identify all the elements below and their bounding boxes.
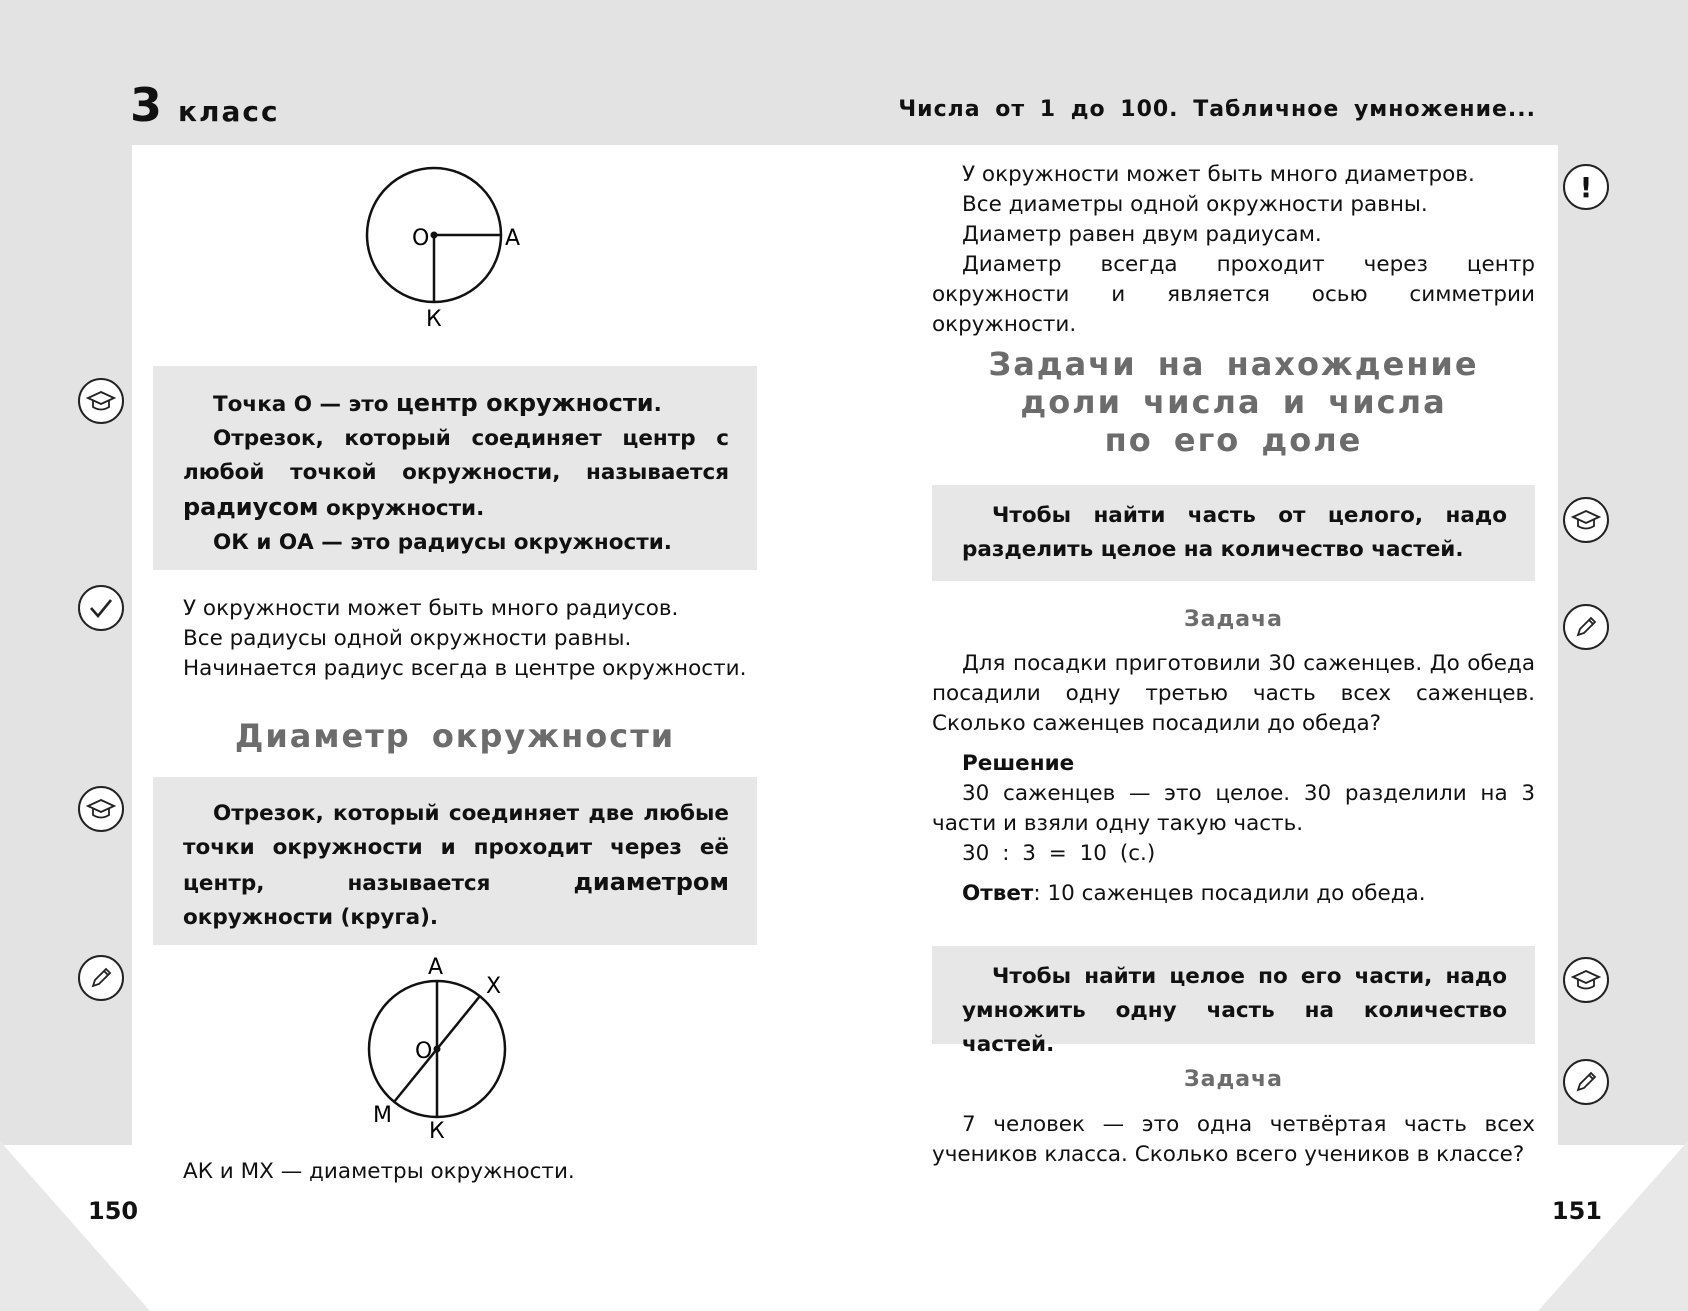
part-of-whole-rule: Чтобы найти часть от целого, надо разделить целое на количество частей.	[962, 503, 1507, 562]
center-dot	[431, 232, 438, 239]
diameter-heading: Диаметр окружности	[234, 717, 676, 755]
diameter-note-line: Диаметр всегда проходит через центр окружности и является осью симметрии окружности.	[932, 252, 1535, 337]
page-number-left: 150	[88, 1197, 139, 1225]
exclamation-icon	[1563, 164, 1609, 210]
heading-line: по его доле	[1104, 421, 1363, 459]
running-title: Числа от 1 до 100. Табличное умножение...	[898, 97, 1536, 122]
part-of-whole-rule-box	[932, 485, 1535, 581]
task2-text: 7 человек — это одна четвёртая часть всех учеников класса. Сколько всего учеников в классе?	[932, 1112, 1535, 1167]
graduation-cap-icon	[1563, 497, 1609, 543]
grade-number: 3	[130, 78, 163, 132]
label-a: А	[428, 955, 444, 980]
label-m: М	[373, 1103, 392, 1128]
diameter-note-line: Диаметр равен двум радиусам.	[962, 222, 1322, 247]
radius-circle-figure	[352, 155, 522, 340]
pencil-icon	[1563, 604, 1609, 650]
whole-from-part-rule-box	[932, 946, 1535, 1057]
exclamation-glyph: !	[1579, 170, 1593, 204]
graduation-cap-icon	[1563, 957, 1609, 1003]
graduation-cap-icon	[78, 378, 124, 424]
task1-text: Для посадки приготовили 30 саженцев. До обеда посадили одну третью часть всех саженцев. Сколько саженцев посадили до обеда?	[932, 651, 1535, 736]
radius-definition: Отрезок, который соединяет центр с любой точкой окружности, называется радиусом окружности.	[183, 426, 729, 521]
diameter-note-line: Все диаметры одной окружности равны.	[962, 192, 1428, 217]
pencil-icon	[1563, 1059, 1609, 1105]
left-corner-shade	[0, 1141, 150, 1311]
task1-answer: Ответ: 10 саженцев посадили до обеда.	[962, 881, 1426, 906]
diameter-circle-figure	[355, 950, 525, 1140]
diameter-notes	[932, 160, 1535, 340]
label-a: А	[505, 226, 521, 251]
task1-calc: 30 : 3 = 10 (с.)	[962, 841, 1156, 866]
task1-title: Задача	[1183, 607, 1284, 632]
radius-notes	[183, 594, 763, 684]
label-o: О	[415, 1039, 433, 1064]
task1-solution-text: 30 саженцев — это целое. 30 разделили на 3 части и взяли одну такую часть.	[932, 781, 1535, 836]
label-k: К	[426, 307, 442, 332]
task2	[932, 1110, 1535, 1170]
grade-word: класс	[178, 95, 280, 128]
diameter-caption: АК и МХ — диаметры окружности.	[183, 1159, 575, 1184]
center-definition: Точка О — это центр окружности.	[213, 389, 662, 417]
task2-title: Задача	[1183, 1067, 1284, 1092]
radius-note-line: Все радиусы одной окружности равны.	[183, 626, 632, 651]
whole-from-part-rule: Чтобы найти целое по его части, надо умножить одну часть на количество частей.	[962, 964, 1507, 1057]
radius-note-line: Начинается радиус всегда в центре окружности.	[183, 656, 747, 681]
task1	[932, 649, 1535, 909]
page-number-right: 151	[1551, 1197, 1602, 1225]
grade-label	[130, 78, 280, 132]
fraction-tasks-heading	[932, 345, 1535, 459]
pencil-icon	[78, 955, 124, 1001]
label-k: К	[429, 1119, 445, 1140]
right-corner-shade	[1538, 1141, 1688, 1311]
heading-line: доли числа и числа	[1020, 383, 1447, 421]
radius-example: ОК и ОА — это радиусы окружности.	[213, 530, 672, 555]
radius-note-line: У окружности может быть много радиусов.	[183, 596, 679, 621]
label-o: О	[412, 226, 430, 251]
graduation-cap-icon	[78, 786, 124, 832]
center-dot	[434, 1046, 441, 1053]
diameter-definition-box	[153, 777, 757, 945]
label-x: Х	[486, 974, 502, 999]
diameter-definition: Отрезок, который соединяет две любые точки окружности и проходит через её центр, называется диаметром окружности (круга).	[183, 801, 729, 930]
checkmark-icon	[78, 585, 124, 631]
heading-line: Задачи на нахождение	[988, 345, 1479, 383]
task1-solution-label: Решение	[962, 751, 1075, 776]
radius-definition-box	[153, 366, 757, 570]
diameter-note-line: У окружности может быть много диаметров.	[962, 162, 1475, 187]
